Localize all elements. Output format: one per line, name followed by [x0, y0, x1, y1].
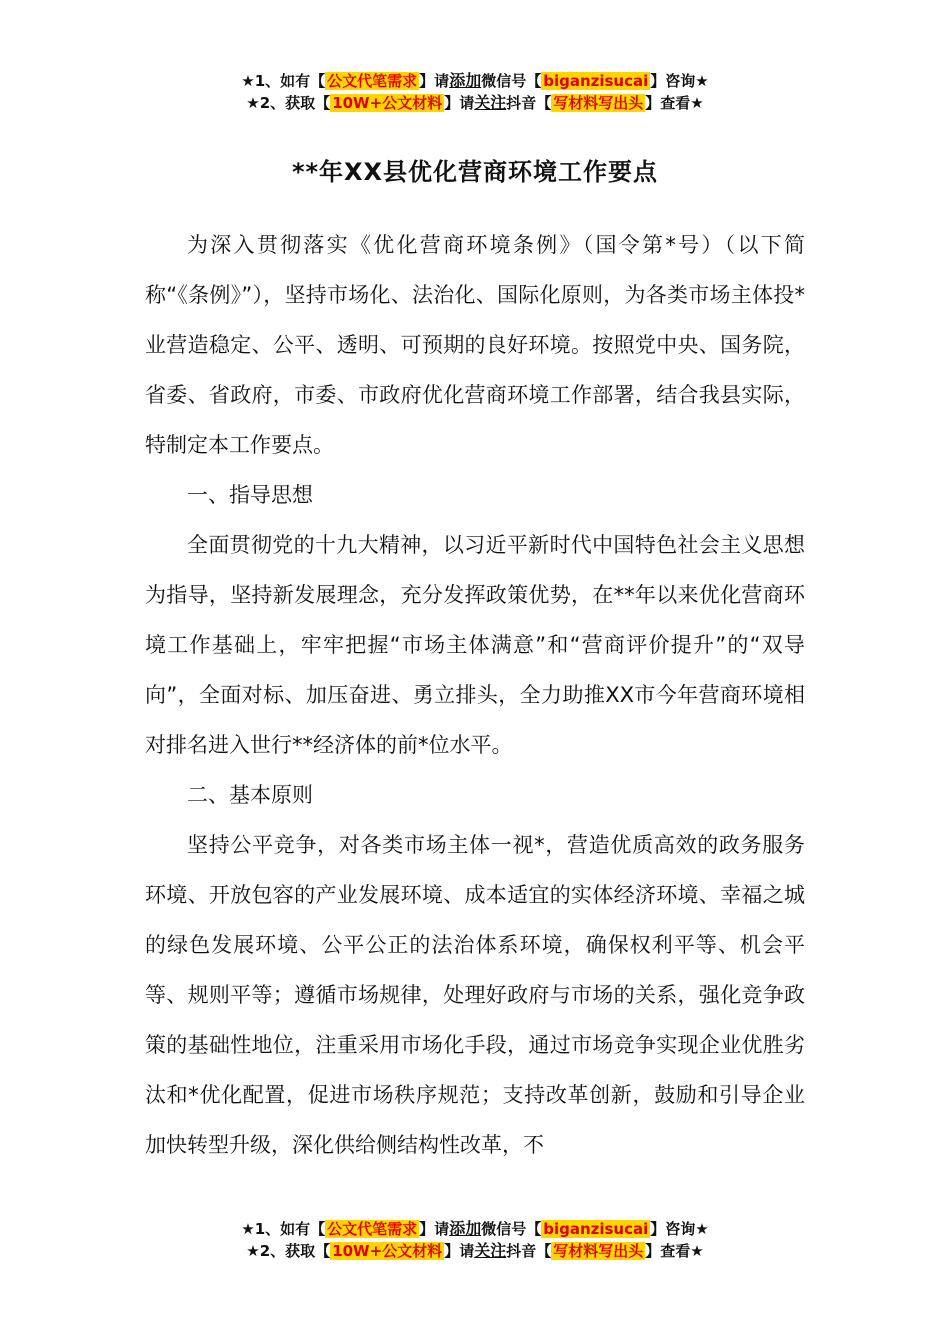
- promo-underline: 添加: [449, 71, 482, 90]
- promo-text: 】咨询★: [650, 72, 709, 90]
- promo-line-1: [0, 1218, 950, 1240]
- paragraph-intro: 为深入贯彻落实《优化营商环境条例》（国令第*号）（以下简称“《条例》”），坚持市场化、法治化、国际化原则，为各类市场主体投*业营造稳定、公平、透明、可预期的良好环境。按照党中央、国务院，省委、省政府，市委、市政府优化营商环境工作部署，结合我县实际，特制定本工作要点。: [145, 233, 805, 457]
- promo-text: ★2、获取【: [246, 94, 331, 112]
- document-body: [145, 220, 805, 1170]
- promo-text: ★1、如有【: [241, 72, 326, 90]
- promo-text: 抖音【: [506, 94, 552, 112]
- paragraph-guiding-thought: 全面贯彻党的十九大精神，以习近平新时代中国特色社会主义思想为指导，坚持新发展理念，充分发挥政策优势，在**年以来优化营商环境工作基础上，牢牢把握“市场主体满意”和“营商评价提升”的“双导向”，全面对标、加压奋进、勇立排头，全力助推XX市今年营商环境相对排名进入世行**经济体的前*位水平。: [145, 533, 805, 757]
- promo-underline: 关注: [474, 1241, 507, 1260]
- promo-text: 微信号【: [481, 72, 542, 90]
- promo-text: 微信号【: [481, 1220, 542, 1238]
- promo-line-2: [0, 92, 950, 114]
- promo-highlight: 公文代笔需求: [327, 72, 418, 90]
- promo-underline: 添加: [449, 1219, 482, 1238]
- promo-banner-top: [0, 70, 950, 114]
- promo-highlight: 公文代笔需求: [327, 1220, 418, 1238]
- section-heading-principles: 二、基本原则: [187, 783, 313, 807]
- section-heading-guiding-thought: 一、指导思想: [187, 483, 313, 507]
- promo-text: 抖音【: [506, 1242, 552, 1260]
- promo-text: 】查看★: [645, 1242, 704, 1260]
- promo-text: 】咨询★: [650, 1220, 709, 1238]
- promo-highlight: 10W+公文材料: [332, 94, 443, 112]
- promo-highlight: 写材料写出头: [553, 94, 644, 112]
- promo-text: 】请: [444, 94, 475, 112]
- promo-text: ★2、获取【: [246, 1242, 331, 1260]
- promo-underline: 关注: [474, 93, 507, 112]
- promo-highlight: 10W+公文材料: [332, 1242, 443, 1260]
- promo-wechat-id: biganzisucai: [543, 1220, 649, 1238]
- promo-text: ★1、如有【: [241, 1220, 326, 1238]
- promo-text: 】查看★: [645, 94, 704, 112]
- promo-line-1: [0, 70, 950, 92]
- promo-text: 】请: [419, 1220, 450, 1238]
- promo-banner-bottom: [0, 1218, 950, 1262]
- document-title: **年XX县优化营商环境工作要点: [291, 158, 659, 186]
- promo-line-2: [0, 1240, 950, 1262]
- paragraph-principles: 坚持公平竞争，对各类市场主体一视*，营造优质高效的政务服务环境、开放包容的产业发展环境、成本适宜的实体经济环境、幸福之城的绿色发展环境、公平公正的法治体系环境，确保权利平等、机会平等、规则平等；遵循市场规律，处理好政府与市场的关系，强化竞争政策的基础性地位，注重采用市场化手段，通过市场竞争实现企业优胜劣汰和*优化配置，促进市场秩序规范；支持改革创新，鼓励和引导企业加快转型升级，深化供给侧结构性改革，不: [145, 833, 805, 1157]
- promo-text: 】请: [444, 1242, 475, 1260]
- promo-text: 】请: [419, 72, 450, 90]
- promo-highlight: 写材料写出头: [553, 1242, 644, 1260]
- promo-wechat-id: biganzisucai: [543, 72, 649, 90]
